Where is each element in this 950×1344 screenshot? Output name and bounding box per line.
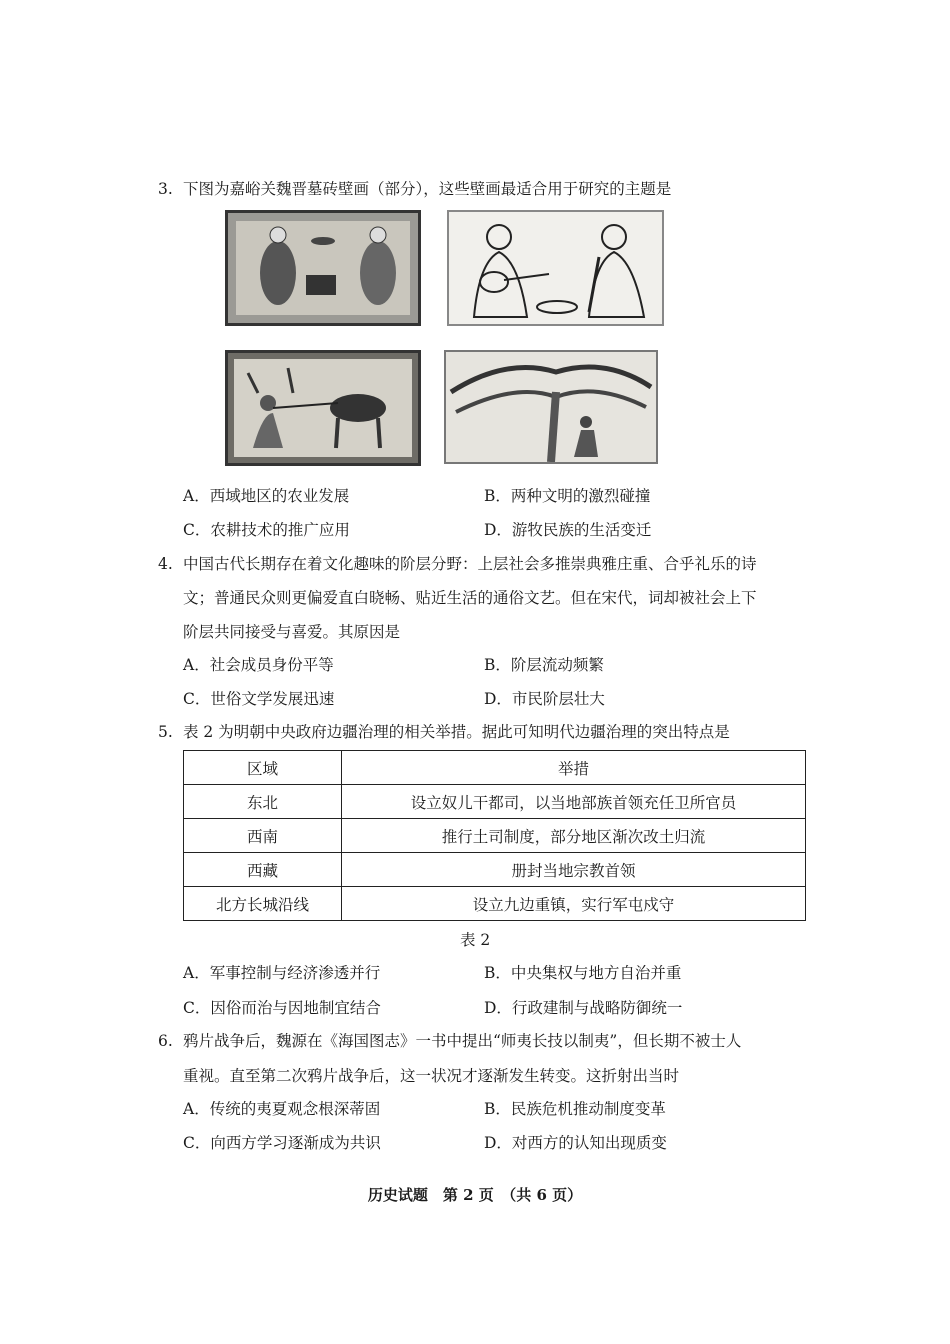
q5-option-b[interactable]: B．中央集权与地方自治并重: [484, 964, 682, 982]
q4-option-c[interactable]: C．世俗文学发展迅速: [183, 690, 335, 708]
table-caption: 表 2: [460, 931, 491, 949]
q5-stem: 表 2 为明朝中央政府边疆治理的相关举措。据此可知明代边疆治理的突出特点是: [183, 723, 730, 741]
mural-banquet-image: [225, 210, 421, 326]
q4-option-d[interactable]: D．市民阶层壮大: [484, 690, 605, 708]
table-cell-measure: 设立九边重镇，实行军屯戍守: [342, 887, 806, 921]
q3-stem: 下图为嘉峪关魏晋墓砖壁画（部分），这些壁画最适合用于研究的主题是: [183, 180, 672, 198]
q3-option-c[interactable]: C．农耕技术的推广应用: [183, 521, 350, 539]
q5-option-a[interactable]: A．军事控制与经济渗透并行: [183, 964, 381, 982]
q5-option-c[interactable]: C．因俗而治与因地制宜结合: [183, 999, 381, 1017]
q5-option-d[interactable]: D．行政建制与战略防御统一: [484, 999, 683, 1017]
mural-mulberry-tree-image: [444, 350, 658, 464]
q6-option-a[interactable]: A．传统的夷夏观念根深蒂固: [183, 1100, 381, 1118]
table-row: [184, 785, 806, 819]
table-row: [184, 853, 806, 887]
table-header-row: [184, 751, 806, 785]
table-cell-measure: 册封当地宗教首领: [342, 853, 806, 887]
table-cell-measure: 推行土司制度，部分地区渐次改土归流: [342, 819, 806, 853]
q3-option-a[interactable]: A．西域地区的农业发展: [183, 487, 350, 505]
q6-number: 6.: [158, 1032, 173, 1050]
table-cell-region: 东北: [184, 785, 342, 819]
q3-number: 3.: [158, 180, 173, 198]
q3-option-d[interactable]: D．游牧民族的生活变迁: [484, 521, 652, 539]
table-cell-region: 西南: [184, 819, 342, 853]
page-footer: 历史试题 第 2 页 （共 6 页）: [367, 1186, 583, 1204]
q4-stem-line3: 阶层共同接受与喜爱。其原因是: [183, 623, 401, 641]
q4-option-a[interactable]: A．社会成员身份平等: [183, 656, 334, 674]
table-cell-region: 北方长城沿线: [184, 887, 342, 921]
q4-option-b[interactable]: B．阶层流动频繁: [484, 656, 604, 674]
q6-option-b[interactable]: B．民族危机推动制度变革: [484, 1100, 666, 1118]
border-governance-table: [183, 750, 806, 921]
table-row: [184, 887, 806, 921]
table-header-region: 区域: [184, 751, 342, 785]
q4-stem-line2: 文；普通民众则更偏爱直白晓畅、贴近生活的通俗文艺。但在宋代，词却被社会上下: [183, 589, 757, 607]
q5-number: 5.: [158, 723, 173, 741]
mural-musicians-image: [447, 210, 664, 326]
table-row: [184, 819, 806, 853]
q6-stem-line2: 重视。直至第二次鸦片战争后，这一状况才逐渐发生转变。这折射出当时: [183, 1067, 680, 1085]
q4-stem-line1: 中国古代长期存在着文化趣味的阶层分野：上层社会多推崇典雅庄重、合乎礼乐的诗: [183, 555, 757, 573]
mural-ploughing-image: [225, 350, 421, 466]
q6-option-c[interactable]: C．向西方学习逐渐成为共识: [183, 1134, 381, 1152]
table-cell-measure: 设立奴儿干都司，以当地部族首领充任卫所官员: [342, 785, 806, 819]
table-header-measures: 举措: [342, 751, 806, 785]
q6-stem-line1: 鸦片战争后，魏源在《海国图志》一书中提出“师夷长技以制夷”，但长期不被士人: [183, 1032, 742, 1050]
table-cell-region: 西藏: [184, 853, 342, 887]
q4-number: 4.: [158, 555, 173, 573]
q6-option-d[interactable]: D．对西方的认知出现质变: [484, 1134, 667, 1152]
q3-option-b[interactable]: B．两种文明的激烈碰撞: [484, 487, 651, 505]
